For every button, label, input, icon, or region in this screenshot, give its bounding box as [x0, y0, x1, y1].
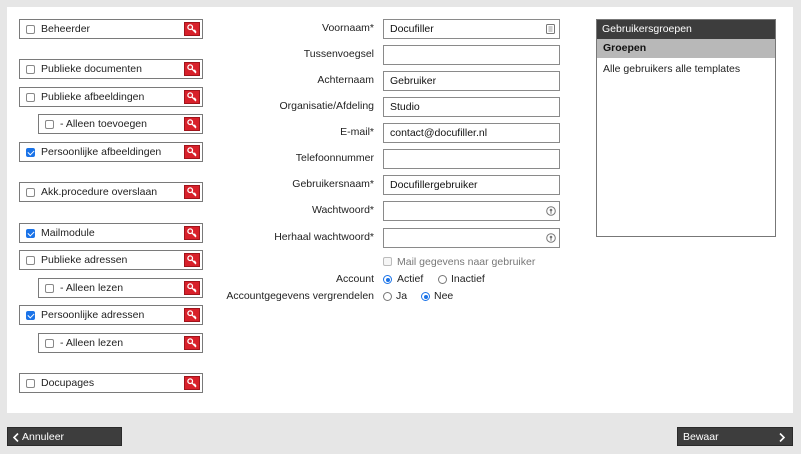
- permission-key-button[interactable]: [184, 376, 200, 390]
- mail-credentials-checkbox[interactable]: [383, 257, 392, 266]
- form-field-input[interactable]: [383, 228, 560, 248]
- account-label: Account: [336, 273, 374, 285]
- form-field-input[interactable]: [383, 45, 560, 65]
- lock-yes-label: Ja: [396, 290, 408, 302]
- field-value: Docufiller: [390, 23, 434, 35]
- permission-label: Persoonlijke adressen: [41, 309, 145, 321]
- permission-label: - Alleen lezen: [60, 282, 124, 294]
- chevron-right-icon: [779, 433, 785, 442]
- field-label: Herhaal wachtwoord*: [274, 231, 374, 243]
- lock-no-label: Nee: [434, 290, 454, 302]
- permission-label: Publieke afbeeldingen: [41, 91, 145, 103]
- permission-checkbox[interactable]: [26, 65, 35, 74]
- account-active-label: Actief: [397, 273, 424, 285]
- cancel-label: Annuleer: [22, 431, 65, 443]
- permission-checkbox[interactable]: [45, 120, 54, 129]
- field-value: Docufillergebruiker: [390, 179, 478, 191]
- permission-checkbox[interactable]: [45, 284, 54, 293]
- field-value: Studio: [390, 101, 420, 113]
- field-label: Achternaam: [317, 74, 374, 86]
- permission-label: - Alleen toevoegen: [60, 118, 147, 130]
- key-icon: [187, 338, 197, 348]
- permission-key-button[interactable]: [184, 308, 200, 322]
- permission-key-button[interactable]: [184, 253, 200, 267]
- save-label: Bewaar: [683, 431, 719, 443]
- permission-key-button[interactable]: [184, 336, 200, 350]
- field-label: Organisatie/Afdeling: [279, 100, 374, 112]
- permission-checkbox[interactable]: [26, 148, 35, 157]
- permission-row: [19, 373, 203, 393]
- password-key-icon[interactable]: [546, 233, 555, 243]
- form-field-input[interactable]: [383, 19, 560, 39]
- password-key-icon[interactable]: [546, 206, 555, 216]
- lock-label: Accountgegevens vergrendelen: [226, 290, 374, 302]
- field-value: contact@docufiller.nl: [390, 127, 488, 139]
- permission-label: Beheerder: [41, 23, 91, 35]
- user-groups-title: Gebruikersgroepen: [597, 20, 775, 39]
- key-icon: [187, 378, 197, 388]
- mail-credentials-label: Mail gegevens naar gebruiker: [397, 256, 536, 268]
- permission-row: [19, 250, 203, 270]
- permission-checkbox[interactable]: [26, 379, 35, 388]
- field-label: Tussenvoegsel: [303, 48, 374, 60]
- account-inactive-label: Inactief: [451, 273, 485, 285]
- key-icon: [187, 64, 197, 74]
- form-field-input[interactable]: [383, 123, 560, 143]
- permission-label: Persoonlijke afbeeldingen: [41, 146, 162, 158]
- permission-label: Docupages: [41, 377, 95, 389]
- permission-checkbox[interactable]: [45, 339, 54, 348]
- form-field-input[interactable]: [383, 71, 560, 91]
- permission-checkbox[interactable]: [26, 93, 35, 102]
- save-button[interactable]: [677, 427, 793, 446]
- field-label: E-mail*: [340, 126, 374, 138]
- permission-checkbox[interactable]: [26, 25, 35, 34]
- form-field-input[interactable]: [383, 175, 560, 195]
- permission-checkbox[interactable]: [26, 229, 35, 238]
- permission-label: Publieke documenten: [41, 63, 142, 75]
- permission-label: - Alleen lezen: [60, 337, 124, 349]
- permission-checkbox[interactable]: [26, 188, 35, 197]
- cancel-button[interactable]: [7, 427, 122, 446]
- groups-header: Groepen: [597, 39, 775, 58]
- form-field-input[interactable]: [383, 97, 560, 117]
- field-value: Gebruiker: [390, 75, 437, 87]
- key-icon: [187, 310, 197, 320]
- form-field-input[interactable]: [383, 149, 560, 169]
- contact-card-icon[interactable]: [546, 24, 555, 34]
- field-label: Gebruikersnaam*: [292, 178, 374, 190]
- key-icon: [187, 255, 197, 265]
- permission-checkbox[interactable]: [26, 256, 35, 265]
- permission-label: Mailmodule: [41, 227, 95, 239]
- group-item[interactable]: Alle gebruikers alle templates: [603, 63, 741, 75]
- field-label: Telefoonnummer: [295, 152, 374, 164]
- field-label: Wachtwoord*: [311, 204, 374, 216]
- field-label: Voornaam*: [322, 22, 374, 34]
- account-active-radio[interactable]: [383, 275, 392, 284]
- user-groups-panel: [596, 19, 776, 237]
- permission-label: Akk.procedure overslaan: [41, 186, 158, 198]
- form-field-input[interactable]: [383, 201, 560, 221]
- lock-yes-radio[interactable]: [383, 292, 392, 301]
- lock-no-radio[interactable]: [421, 292, 430, 301]
- permission-checkbox[interactable]: [26, 311, 35, 320]
- chevron-left-icon: [13, 433, 19, 442]
- permission-label: Publieke adressen: [41, 254, 128, 266]
- permission-row: [38, 333, 203, 353]
- account-inactive-radio[interactable]: [438, 275, 447, 284]
- permission-row: [19, 305, 203, 325]
